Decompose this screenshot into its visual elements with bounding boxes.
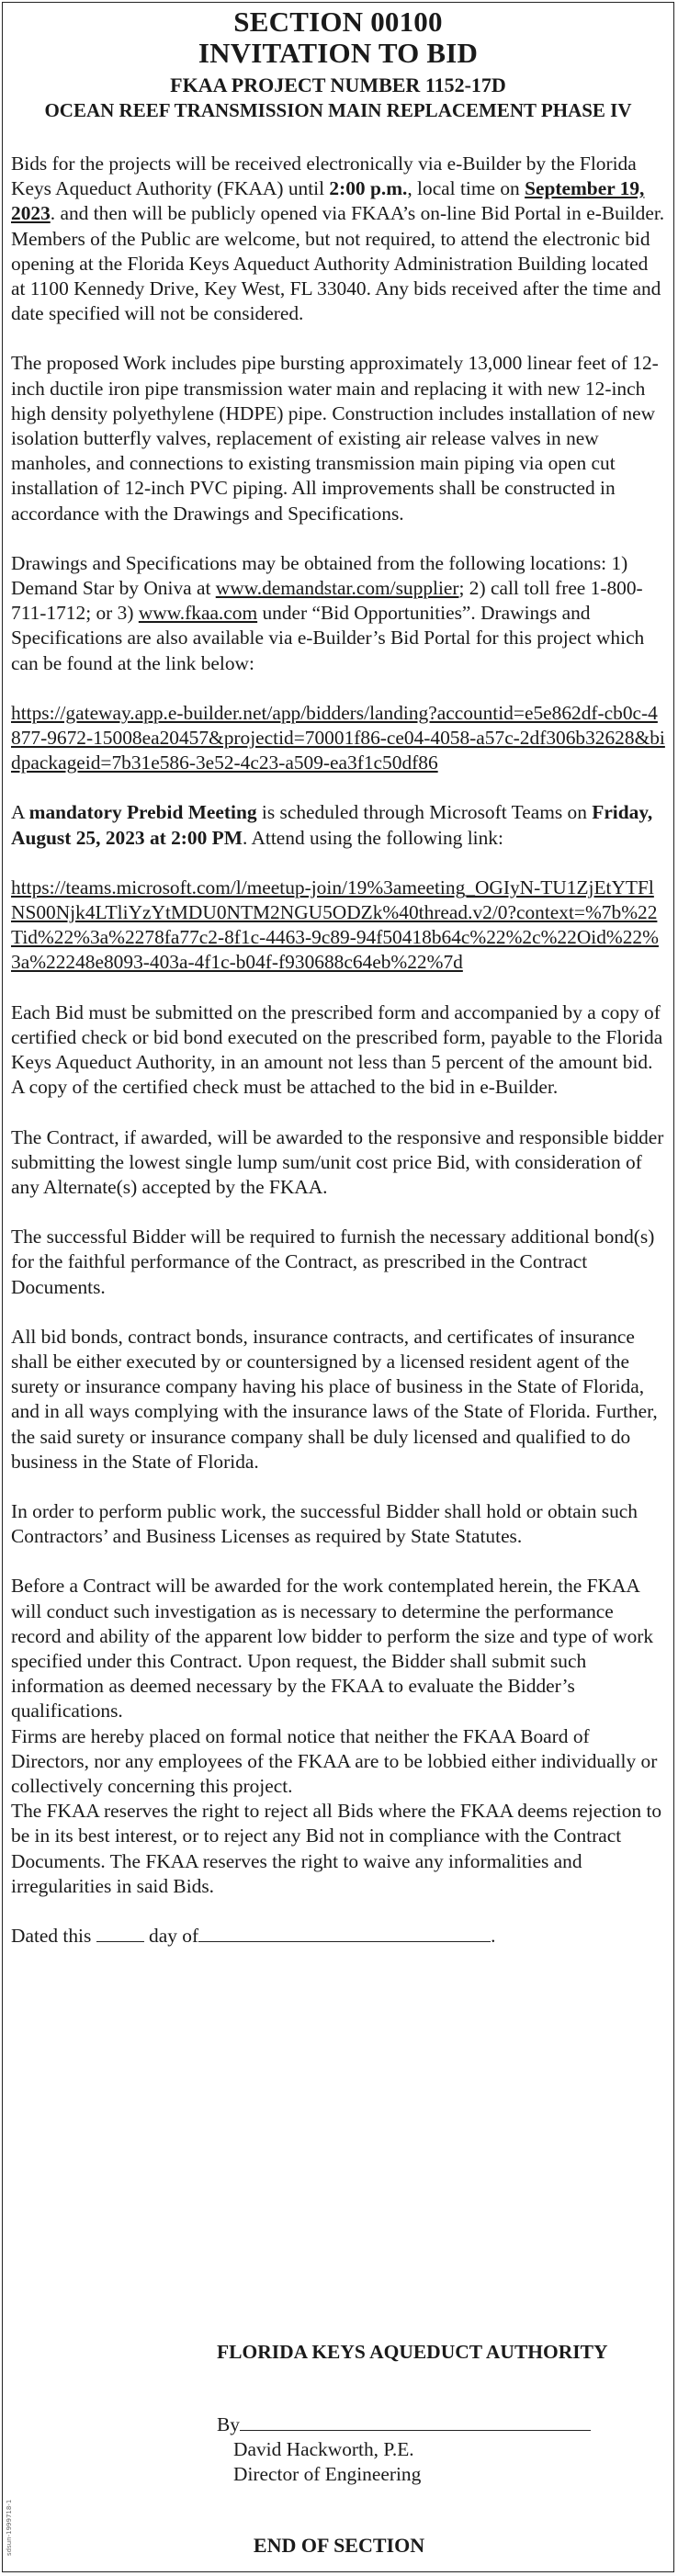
demandstar-link[interactable]: www.demandstar.com/supplier: [215, 577, 459, 600]
text-run: Drawings and Specifications may be obtained from the following locations: 1) Demand Star by Oniva at: [11, 551, 628, 600]
bid-security-paragraph: Each Bid must be submitted on the prescribed form and accompanied by a copy of certified check or bid bond executed on the prescribed form, payable to the Florida Keys Aqueduct Authority, in an amount not less than 5 percent of the amount bid. A copy of the certified check must be attached to the bid in e-Builder.: [11, 1000, 663, 1099]
fkaa-link[interactable]: www.fkaa.com: [138, 602, 258, 625]
by-label: By: [217, 2413, 240, 2435]
end-of-section: END OF SECTION: [253, 2534, 425, 2557]
text-run: Bids for the projects will be received electronically via e-Builder by the Florida Keys Aqueduct Authority (FKAA) until: [11, 153, 637, 200]
investigation-paragraph: Before a Contract will be awarded for the work contemplated herein, the FKAA will conduct such investigation as is necessary to determine the performance record and ability of the apparent low bidder to perform the size and type of work specified under this Contract. Upon request, the Bidder shall submit such information as deemed necessary by the FKAA to evaluate the Bidder’s qualifications.: [11, 1575, 654, 1723]
work-description-paragraph: The proposed Work includes pipe bursting approximately 13,000 linear feet of 12-inch ductile iron pipe transmission water main and replacing it with new 12-inch high density polyethylene (HDPE) pipe. Construction includes installation of new isolation butterfly valves, replacement of existing air release valves in new manholes, and connections to existing transmission main piping via open cut installation of 12-inch PVC piping. All improvements shall be constructed in accordance with the Drawings and Specifications.: [11, 352, 659, 525]
ad-code: sdsun-1999718-1: [6, 2499, 13, 2556]
text-run: . and then will be publicly opened via FKAA’s on-line Bid Portal in e-Builder. Members of the Public are welcome, but not required, to attend the electronic bid opening at the Florida Keys Aqueduct Authority Administration Building located at 1100 Kennedy Drive, Key West, FL 33040. Any bids received after the time and date specified will not be considered.: [11, 202, 665, 325]
award-paragraph: The Contract, if awarded, will be awarded to the responsive and responsible bidder submitting the lowest single lump sum/unit cost price Bid, with consideration of any Alternate(s) accepted by the FKAA.: [11, 1125, 664, 1198]
text-run: under “Bid Opportunities”. Drawings and Specifications are also available via e-Builder’s Bid Portal for this project which can be found at the link below:: [11, 602, 645, 674]
signer-name: David Hackworth, P.E.: [233, 2438, 414, 2460]
signature-block: [217, 2412, 591, 2487]
section-title: SECTION 00100: [233, 6, 443, 38]
text-run: is scheduled through Microsoft Teams on: [256, 801, 593, 824]
invitation-title: INVITATION TO BID: [198, 37, 479, 69]
project-number: FKAA PROJECT NUMBER 1152-17D: [170, 73, 506, 96]
reservation-paragraph: The FKAA reserves the right to reject all Bids where the FKAA deems rejection to be in its best interest, or to reject any Bid not in compliance with the Contract Documents. The FKAA reserves the right to waive any informalities and irregularities in said Bids.: [11, 1800, 662, 1897]
meeting-datetime: Friday, August 25, 2023 at 2:00 PM: [11, 801, 653, 849]
ebuilder-link[interactable]: https://gateway.app.e-builder.net/app/bidders/landing?accountid=e5e862df-cb0c-4877-9672-15008ea20457&projectid=70001f86-ce04-4058-a57c-2df306b32628&bidpackageid=7b31e586-3e52-4c23-a509-ea3f1c50df86: [11, 701, 665, 774]
prebid-meeting-paragraph: [11, 800, 665, 850]
authority-label: FLORIDA KEYS AQUEDUCT AUTHORITY: [217, 2341, 608, 2363]
text-run: day of: [143, 1924, 199, 1947]
text-run: Dated this: [11, 1924, 96, 1947]
signer-title: Director of Engineering: [233, 2463, 422, 2485]
licenses-paragraph: In order to perform public work, the successful Bidder shall hold or obtain such Contractors’ and Business Licenses as required by State Statutes.: [11, 1499, 638, 1548]
insurance-paragraph: All bid bonds, contract bonds, insurance contracts, and certificates of insurance shall be either executed by or countersigned by a licensed resident agent of the surety or insurance company having his place of business in the State of Florida, and in all ways complying with the insurance laws of the State of Florida. Further, the said surety or insurance company shall be duly licensed and qualified to do business in the State of Florida.: [11, 1325, 658, 1473]
text-run: ; 2) call toll free 1-800-711-1712; or 3): [11, 577, 643, 625]
text-run: . Attend using the following link:: [242, 826, 503, 849]
bond-paragraph: The successful Bidder will be required to furnish the necessary additional bond(s) for the faithful performance of the Contract, as prescribed in the Contract Documents.: [11, 1226, 655, 1298]
teams-meeting-link[interactable]: https://teams.microsoft.com/l/meetup-join/19%3ameeting_OGIyN-TU1ZjEtYTFlNS00Njk4LTliYzYtMDU0NTM2NGU5ODZk%40thread.v2/0?context=%7b%22Tid%22%3a%2278fa77c2-8f1c-4463-9c89-94f50418b64c%22%2c%22Oid%22%3a%22248e8093-403a-4f1c-b04f-f930688c64eb%22%7d: [11, 876, 659, 974]
project-name: OCEAN REEF TRANSMISSION MAIN REPLACEMENT PHASE IV: [44, 99, 632, 121]
signature-field[interactable]: [240, 2413, 591, 2431]
text-run: , local time on: [407, 177, 525, 200]
day-blank[interactable]: [96, 1925, 144, 1942]
mandatory-meeting-label: mandatory Prebid Meeting: [28, 801, 257, 824]
bid-date: September 19, 2023: [11, 177, 645, 225]
bid-receipt-paragraph: [11, 152, 665, 326]
text-run: A: [11, 801, 29, 824]
notice-header: [3, 3, 673, 122]
dated-line: [11, 1924, 665, 1949]
notice-body: [11, 152, 665, 1949]
signature-line: [217, 2412, 591, 2437]
month-blank[interactable]: [198, 1925, 491, 1942]
bid-time: 2:00 p.m.: [329, 177, 408, 200]
drawings-paragraph: [11, 551, 665, 676]
lobbying-paragraph: Firms are hereby placed on formal notice that neither the FKAA Board of Directors, nor any employees of the FKAA are to be lobbied either individually or collectively concerning this project.: [11, 1724, 658, 1797]
text-run: .: [491, 1924, 496, 1947]
